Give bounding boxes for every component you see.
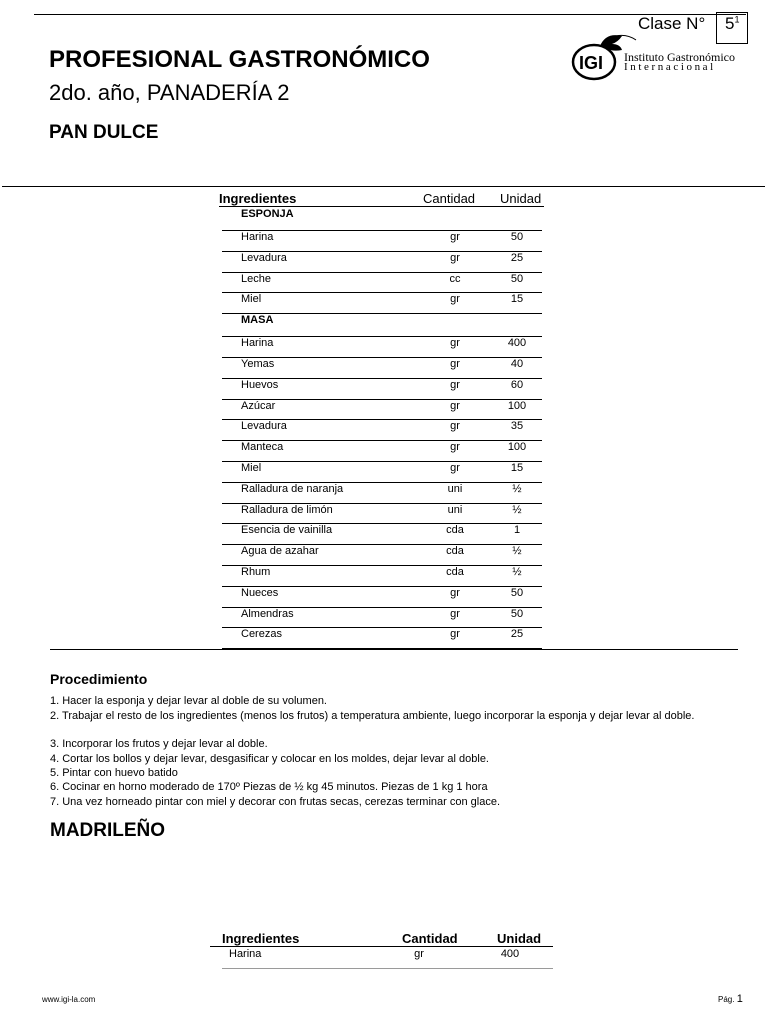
ingredient-value: 25 <box>510 628 524 641</box>
ingredient-name: Huevos <box>241 378 279 391</box>
ingredient-name: Ralladura de naranja <box>241 482 344 495</box>
class-number: $5^1$ <box>725 14 740 33</box>
logo-line-1: Instituto Gastronómico <box>624 50 735 64</box>
ingredient-unit: gr <box>450 420 460 433</box>
ingredient-name: Harina <box>229 948 262 960</box>
ingredient-unit: gr <box>450 586 460 599</box>
col-quantity: Cantidad <box>423 191 476 206</box>
ingredient-name: Miel <box>241 462 262 474</box>
col-ingredients-2: Ingredientes <box>222 931 300 946</box>
ingredient-value: 40 <box>510 358 524 370</box>
ingredient-unit: gr <box>450 399 460 412</box>
col-ingredients: Ingredientes <box>219 191 297 206</box>
ingredient-value: 25 <box>510 251 524 264</box>
table-bottom-rule <box>50 649 738 650</box>
ingredient-unit: cda <box>446 566 464 578</box>
procedure-step: 1. Hacer la esponja y dejar levar al doble de su volumen. <box>50 695 327 707</box>
ingredient-unit: gr <box>450 462 460 474</box>
document-subtitle: 2do. año, PANADERÍA 2 <box>49 80 290 105</box>
ingredient-unit: gr <box>450 231 460 243</box>
footer-website: www.igi-la.com <box>42 995 96 1004</box>
col-unit: Unidad <box>500 191 542 206</box>
ingredient-name: Rhum <box>241 566 271 578</box>
ingredient-value: ½ <box>512 566 522 578</box>
ingredient-unit: uni <box>447 503 463 516</box>
ingredient-value: 35 <box>510 420 524 433</box>
procedure-title: Procedimiento <box>50 671 148 687</box>
ingredient-name: Agua de azahar <box>241 545 319 558</box>
ingredient-name: Cerezas <box>241 628 282 641</box>
ingredient-name: Miel <box>241 293 262 306</box>
col-unit-2: Unidad <box>497 931 542 946</box>
procedure-step: 5. Pintar con huevo batido <box>50 767 178 779</box>
recipe-2-title: MADRILEÑO <box>50 820 166 841</box>
logo-mark: IGI <box>579 53 604 73</box>
ingredient-value: 50 <box>510 607 524 620</box>
procedure-step: 6. Cocinar en horno moderado de 170º Piezas de ½ kg 45 minutos. Piezas de 1 kg 1 hora <box>50 781 488 793</box>
ingredient-name: Esencia de vainilla <box>241 524 333 537</box>
ingredient-unit: gr <box>450 607 460 620</box>
ingredient-unit: cda <box>446 545 464 558</box>
table-2-header-rule <box>210 946 553 947</box>
ingredient-value: 400 <box>500 948 520 960</box>
ingredient-name: Manteca <box>241 441 284 454</box>
ingredient-value: 100 <box>507 399 527 412</box>
ingredient-unit: gr <box>450 293 460 306</box>
table-header-rule <box>219 206 544 207</box>
group-label: MASA <box>241 314 274 327</box>
row-divider <box>222 292 542 293</box>
ingredient-unit: cc <box>449 272 461 285</box>
footer-page: Pág. 1 <box>718 993 743 1005</box>
ingredient-value: ½ <box>512 482 522 495</box>
ingredient-unit: gr <box>450 337 460 350</box>
ingredient-unit: gr <box>450 378 460 391</box>
ingredient-unit: cda <box>446 524 464 537</box>
ingredient-unit: gr <box>450 251 460 264</box>
ingredient-value: 50 <box>510 586 524 599</box>
ingredient-name: Ralladura de limón <box>241 503 333 516</box>
ingredient-name: Azúcar <box>241 399 276 412</box>
ingredient-name: Almendras <box>241 607 294 620</box>
ingredient-unit: gr <box>414 948 424 960</box>
ingredient-name: Nueces <box>241 586 279 599</box>
procedure-step: 7. Una vez horneado pintar con miel y decorar con frutas secas, cerezas terminar con glace. <box>50 796 501 808</box>
group-label: ESPONJA <box>241 208 294 220</box>
ingredient-value: 15 <box>510 293 524 306</box>
header-divider <box>2 186 765 187</box>
ingredient-value: 60 <box>510 378 524 391</box>
ingredient-name: Harina <box>241 337 274 350</box>
ingredient-name: Levadura <box>241 251 287 264</box>
ingredient-unit: gr <box>450 628 460 641</box>
ingredient-unit: gr <box>450 358 460 370</box>
document-title: PROFESIONAL GASTRONÓMICO <box>49 46 430 73</box>
procedure-step: 2. Trabajar el resto de los ingredientes (menos los frutos) a temperatura ambiente, luego incorporar la esponja y dejar levar al doble. <box>50 710 695 722</box>
recipe-title: PAN DULCE <box>49 122 159 143</box>
ingredient-name: Yemas <box>241 358 275 370</box>
ingredient-value: 1 <box>513 524 521 537</box>
class-label: Clase N° <box>638 14 706 33</box>
ingredient-value: 100 <box>507 441 527 454</box>
ingredient-unit: uni <box>447 482 463 495</box>
ingredient-value: 15 <box>510 462 524 474</box>
col-quantity-2: Cantidad <box>402 931 458 946</box>
ingredient-unit: gr <box>450 441 460 454</box>
ingredient-name: Levadura <box>241 420 287 433</box>
ingredient-value: ½ <box>512 503 522 516</box>
ingredient-value: 400 <box>507 337 527 350</box>
ingredient-value: 50 <box>510 231 524 243</box>
logo-line-2: Internacional <box>624 61 716 73</box>
table-2-row-rule <box>222 968 553 969</box>
ingredient-value: ½ <box>512 545 522 558</box>
ingredient-name: Harina <box>241 231 274 243</box>
procedure-step: 4. Cortar los bollos y dejar levar, desgasificar y colocar en los moldes, dejar levar al doble. <box>50 753 489 765</box>
procedure-step: 3. Incorporar los frutos y dejar levar al doble. <box>50 738 268 750</box>
ingredient-name: Leche <box>241 272 271 285</box>
ingredient-value: 50 <box>510 272 524 285</box>
row-divider <box>222 461 542 462</box>
